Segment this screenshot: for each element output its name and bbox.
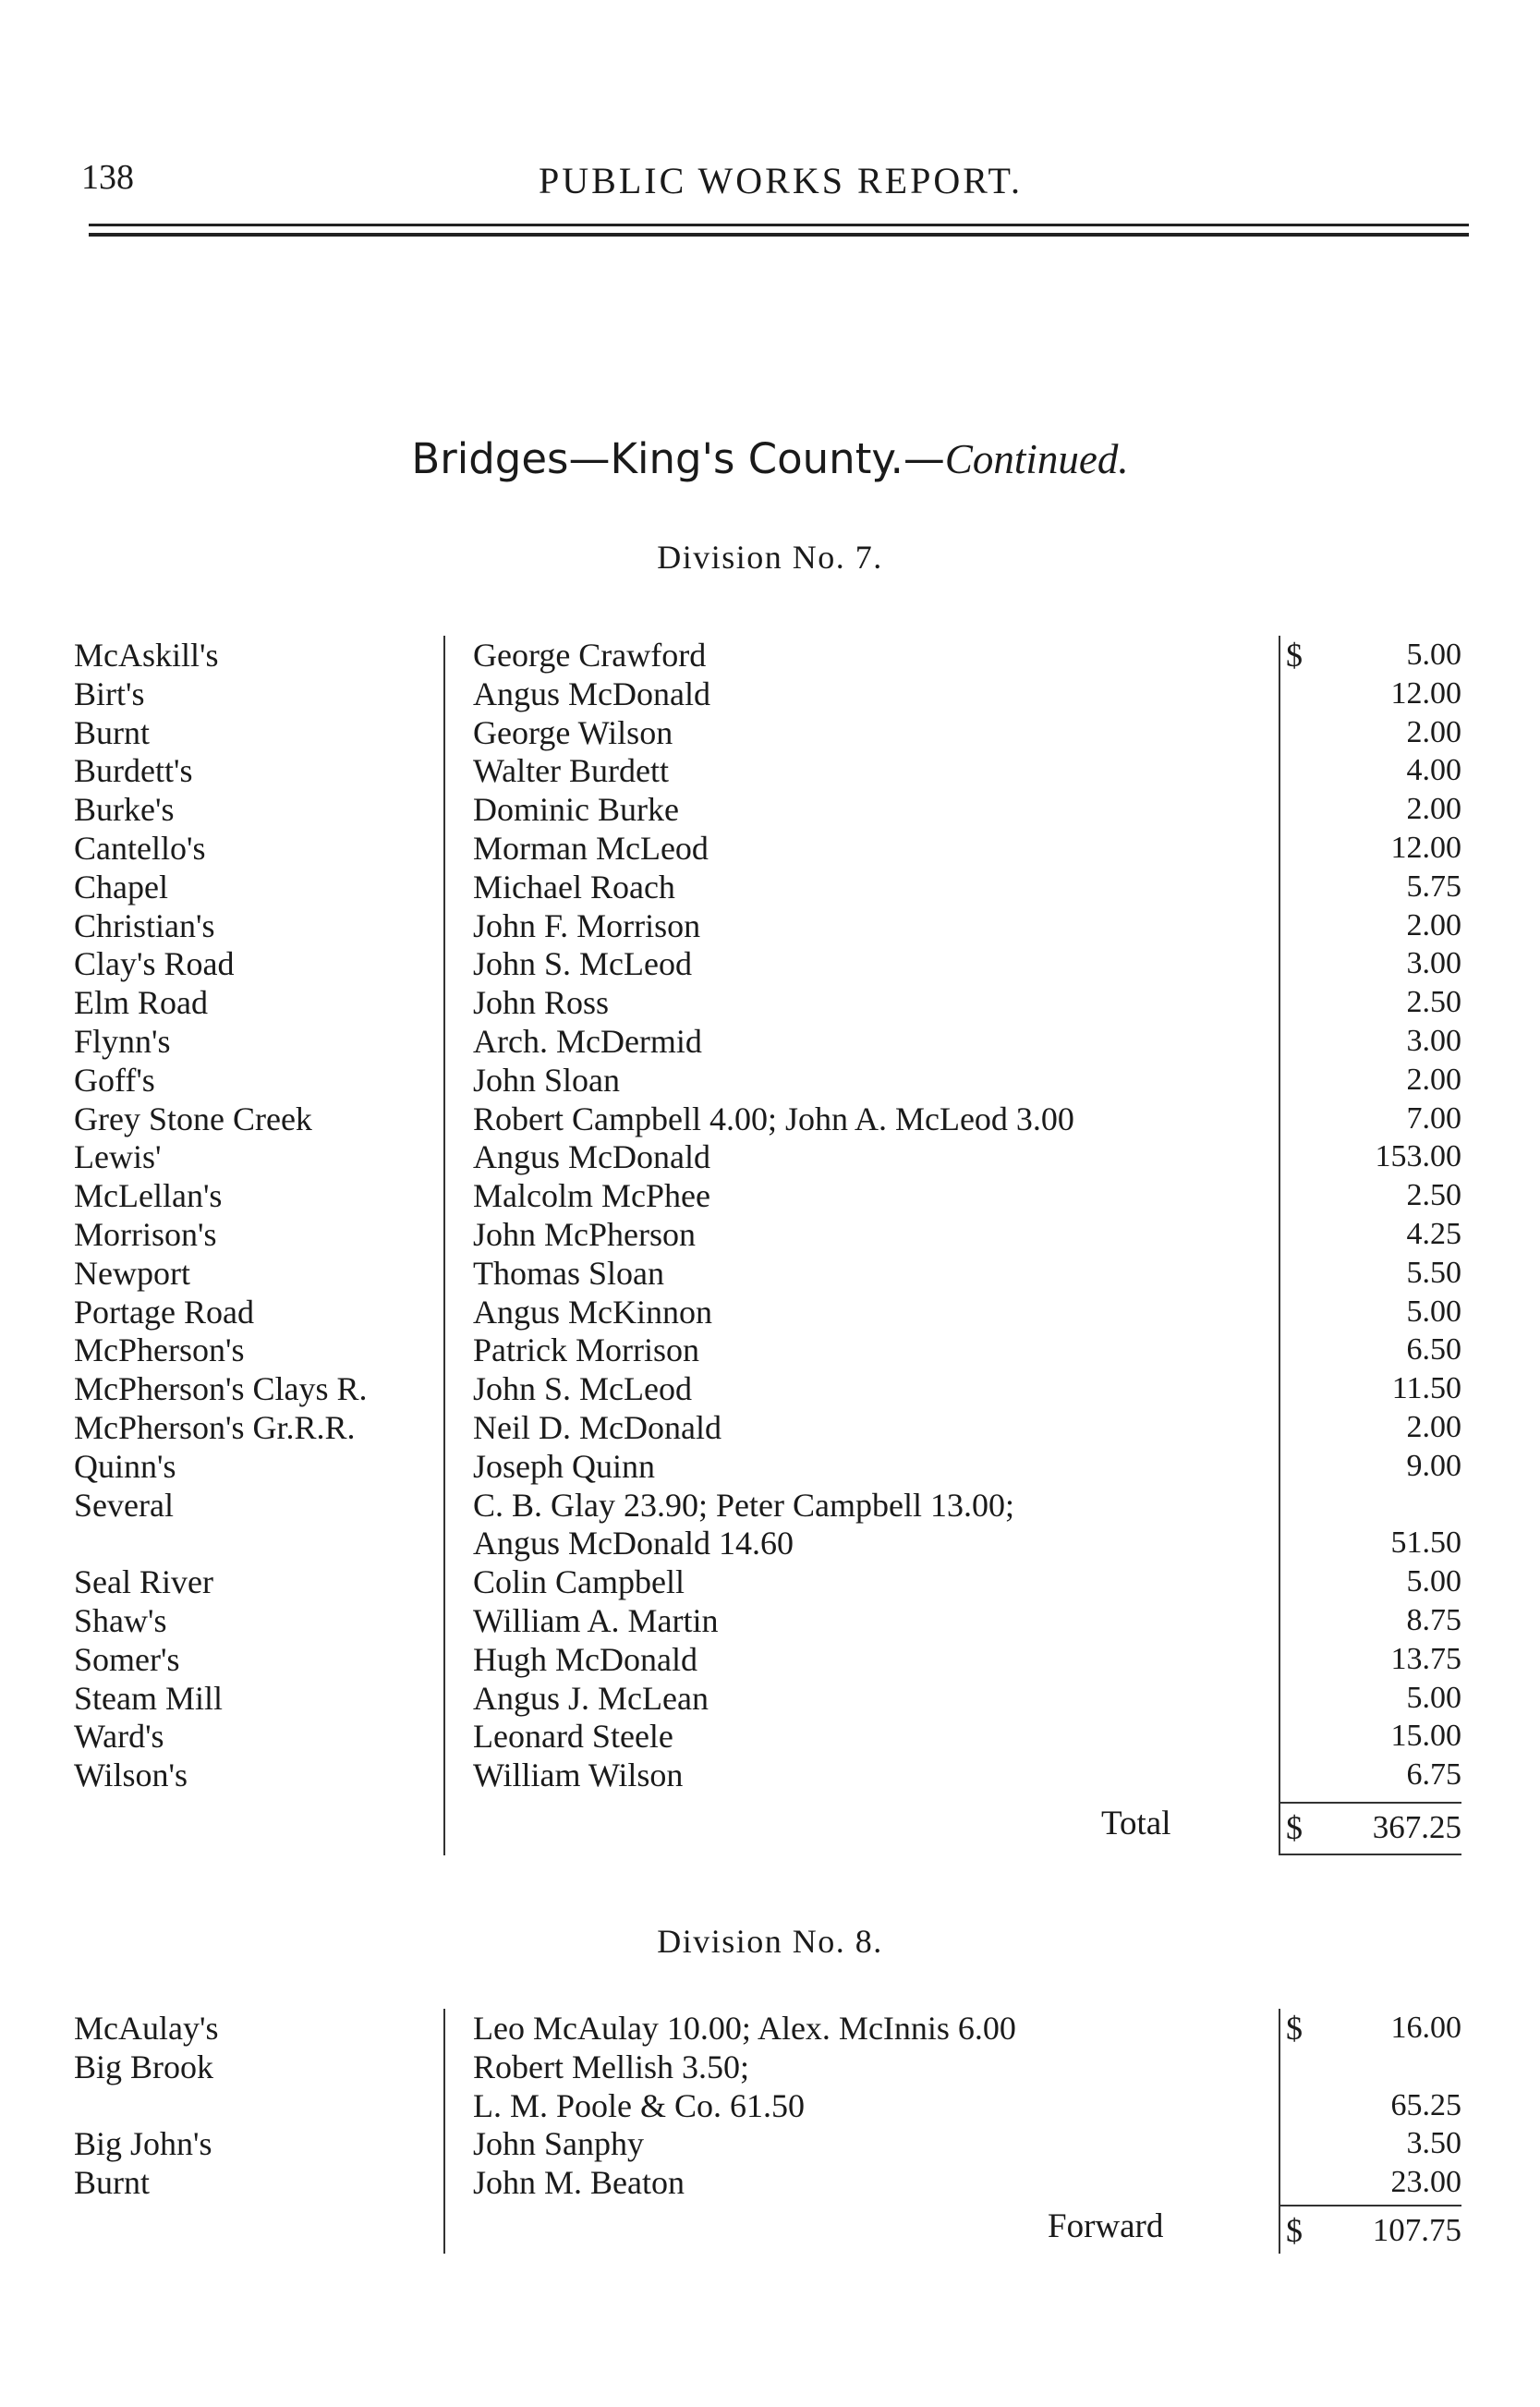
payee-name: Joseph Quinn [473, 1447, 655, 1485]
bridge-name: Burnt [74, 713, 151, 751]
forward-rule [1279, 2205, 1461, 2206]
amount: 6.50 [1406, 1332, 1461, 1368]
amount: 11.50 [1391, 1371, 1461, 1406]
table-row [0, 1562, 1540, 1601]
division-7-heading-no: No. 7. [792, 539, 883, 576]
table-row [0, 1369, 1540, 1408]
table-row [0, 1293, 1540, 1331]
amount: 23.00 [1390, 2165, 1461, 2200]
running-head: PUBLIC WORKS REPORT. [539, 160, 1023, 201]
currency-symbol: $ [1286, 637, 1303, 674]
payee-name: Neil D. McDonald [473, 1409, 721, 1446]
bridge-name: Seal River [74, 1563, 213, 1601]
total-currency: $ [1286, 1809, 1303, 1846]
bridge-name: Cantello's [74, 830, 206, 867]
section-title-continued: Continued. [944, 436, 1129, 482]
table-row [0, 944, 1540, 983]
amount: 65.25 [1390, 2087, 1461, 2122]
bridge-name: McAskill's [74, 637, 219, 674]
payee-name: George Crawford [473, 637, 707, 674]
amount: 2.50 [1406, 1178, 1461, 1213]
table-row [0, 1486, 1540, 1525]
amount: 16.00 [1390, 2011, 1461, 2045]
table-row [0, 1640, 1540, 1679]
total-rule [1279, 1802, 1461, 1804]
amount: 153.00 [1375, 1139, 1461, 1174]
amount: 2.50 [1406, 985, 1461, 1020]
amount: 2.00 [1406, 1062, 1461, 1097]
table-row [0, 868, 1540, 906]
payee-name: John Sanphy [473, 2125, 645, 2163]
table-row [0, 1254, 1540, 1293]
amount: 2.00 [1406, 714, 1461, 749]
table-row [0, 1447, 1540, 1486]
payee-name: Walter Burdett [473, 752, 670, 790]
payee-name: Leo McAulay 10.00; Alex. McInnis 6.00 [473, 2010, 1016, 2047]
table-row [0, 1524, 1540, 1562]
table-row [0, 906, 1540, 945]
amount: 4.25 [1406, 1217, 1461, 1251]
table-row [0, 1756, 1540, 1794]
currency-symbol: $ [1286, 2010, 1303, 2047]
bridge-name: Big John's [74, 2125, 212, 2163]
payee-name: John S. McLeod [473, 945, 692, 983]
bridge-name: Elm Road [74, 984, 208, 1022]
amount [1293, 1486, 1461, 1525]
table-row [0, 1601, 1540, 1640]
forward-currency: $ [1286, 2212, 1303, 2249]
payee-name: George Wilson [473, 713, 673, 751]
bridge-name: Ward's [74, 1718, 164, 1756]
forward-amount: 107.75 [1372, 2212, 1461, 2248]
table-row [0, 713, 1540, 752]
total-underline [1279, 1854, 1461, 1855]
table-row [0, 1176, 1540, 1215]
header-rule-thick [89, 233, 1469, 237]
payee-name: Angus McDonald [473, 1138, 710, 1176]
table-row [0, 1331, 1540, 1369]
bridge-name: Clay's Road [74, 945, 235, 983]
division-8-table [0, 2009, 1540, 2258]
bridge-name: Grey Stone Creek [74, 1100, 312, 1137]
table-row [0, 2163, 1540, 2202]
bridge-name: Wilson's [74, 1757, 188, 1794]
division-7-heading-word: Division [657, 539, 783, 576]
table-row [0, 2086, 1540, 2125]
table-row [0, 2124, 1540, 2163]
table-row [0, 829, 1540, 868]
section-title [0, 434, 1540, 483]
total-amount: 367.25 [1372, 1809, 1461, 1845]
amount: 5.00 [1406, 1294, 1461, 1329]
bridge-name: Burdett's [74, 752, 193, 790]
payee-name: Arch. McDermid [473, 1023, 702, 1060]
amount: 3.50 [1406, 2126, 1461, 2161]
payee-name: Robert Mellish 3.50; [473, 2048, 749, 2085]
payee-name: John Sloan [473, 1061, 621, 1099]
amount: 5.50 [1406, 1255, 1461, 1290]
division-8-heading-word: Division [657, 1923, 783, 1960]
division-8-heading [0, 1922, 1540, 1961]
bridge-name: Shaw's [74, 1602, 167, 1639]
bridge-name: McAulay's [74, 2010, 219, 2047]
bridge-name: Steam Mill [74, 1679, 223, 1717]
bridge-name: Burke's [74, 791, 175, 829]
payee-name: John S. McLeod [473, 1370, 692, 1408]
amount: 5.00 [1406, 1564, 1461, 1599]
payee-name: John McPherson [473, 1216, 696, 1253]
payee-name: L. M. Poole & Co. 61.50 [473, 2086, 806, 2124]
amount: 6.75 [1406, 1757, 1461, 1793]
payee-name: Malcolm McPhee [473, 1177, 710, 1215]
bridge-name: McPherson's [74, 1331, 245, 1369]
payee-name: Robert Campbell 4.00; John A. McLeod 3.00 [473, 1100, 1074, 1137]
amount: 2.00 [1406, 1410, 1461, 1444]
bridge-name: Newport [74, 1254, 190, 1292]
table-row [0, 790, 1540, 829]
amount: 4.00 [1406, 753, 1461, 788]
table-row [0, 1679, 1540, 1718]
payee-name: John M. Beaton [473, 2164, 685, 2202]
division-7-heading [0, 538, 1540, 577]
amount [1293, 2048, 1461, 2086]
payee-name: Hugh McDonald [473, 1640, 697, 1678]
bridge-name: Several [74, 1486, 174, 1524]
table-row [0, 1408, 1540, 1447]
payee-name: Angus McKinnon [473, 1293, 712, 1331]
amount: 5.75 [1406, 869, 1461, 904]
amount: 2.00 [1406, 907, 1461, 942]
amount: 12.00 [1390, 831, 1461, 865]
table-row [0, 2009, 1540, 2048]
amount: 8.75 [1406, 1603, 1461, 1637]
amount: 3.00 [1406, 946, 1461, 981]
amount: 3.00 [1406, 1024, 1461, 1058]
payee-name: John Ross [473, 984, 610, 1022]
payee-name: Michael Roach [473, 868, 675, 906]
table-row [0, 1061, 1540, 1100]
table-row [0, 675, 1540, 713]
page-number: 138 [81, 158, 134, 197]
table-row [0, 1100, 1540, 1138]
bridge-name: Somer's [74, 1640, 180, 1678]
payee-name: William A. Martin [473, 1602, 719, 1639]
amount: 7.00 [1406, 1100, 1461, 1136]
table-row [0, 1022, 1540, 1061]
payee-name: Leonard Steele [473, 1718, 673, 1756]
forward-label: Forward [1048, 2207, 1164, 2245]
amount: 2.00 [1406, 792, 1461, 827]
payee-name: William Wilson [473, 1757, 684, 1794]
bridge-name: McPherson's Clays R. [74, 1370, 368, 1408]
bridge-name: Chapel [74, 868, 168, 906]
table-row [0, 1137, 1540, 1176]
bridge-name: McLellan's [74, 1177, 223, 1215]
payee-name: Colin Campbell [473, 1563, 685, 1601]
division-7-table [0, 636, 1540, 1855]
table-row [0, 1215, 1540, 1254]
payee-name: Angus McDonald [473, 675, 710, 712]
table-row [0, 1717, 1540, 1756]
bridge-name: Birt's [74, 675, 145, 712]
table-row [0, 983, 1540, 1022]
header-rule [89, 224, 1469, 226]
bridge-name: Burnt [74, 2164, 151, 2202]
payee-name: Dominic Burke [473, 791, 679, 829]
division-8-heading-no: No. 8. [792, 1923, 883, 1960]
section-title-main: Bridges—King's County.— [411, 434, 945, 483]
bridge-name: Christian's [74, 906, 215, 944]
payee-name: Angus J. McLean [473, 1679, 709, 1717]
table-row [0, 636, 1540, 675]
bridge-name: Goff's [74, 1061, 155, 1099]
amount: 5.00 [1406, 638, 1461, 672]
amount: 12.00 [1390, 675, 1461, 711]
table-row [0, 2048, 1540, 2086]
bridge-name: Lewis' [74, 1138, 162, 1176]
amount: 9.00 [1406, 1448, 1461, 1483]
bridge-name: Big Brook [74, 2048, 214, 2085]
payee-name: Thomas Sloan [473, 1254, 664, 1292]
payee-name: C. B. Glay 23.90; Peter Campbell 13.00; [473, 1486, 1014, 1524]
bridge-name: McPherson's Gr.R.R. [74, 1409, 356, 1446]
payee-name: Patrick Morrison [473, 1331, 699, 1369]
table-row [0, 751, 1540, 790]
amount: 51.50 [1390, 1526, 1461, 1561]
bridge-name: Portage Road [74, 1293, 254, 1331]
amount: 5.00 [1406, 1680, 1461, 1715]
payee-name: Angus McDonald 14.60 [473, 1525, 794, 1562]
bridge-name: Morrison's [74, 1216, 217, 1253]
total-label: Total [1101, 1805, 1171, 1842]
amount: 13.75 [1390, 1641, 1461, 1676]
amount: 15.00 [1390, 1719, 1461, 1754]
payee-name: Morman McLeod [473, 830, 709, 867]
payee-name: John F. Morrison [473, 906, 701, 944]
bridge-name: Quinn's [74, 1447, 176, 1485]
bridge-name: Flynn's [74, 1023, 171, 1060]
